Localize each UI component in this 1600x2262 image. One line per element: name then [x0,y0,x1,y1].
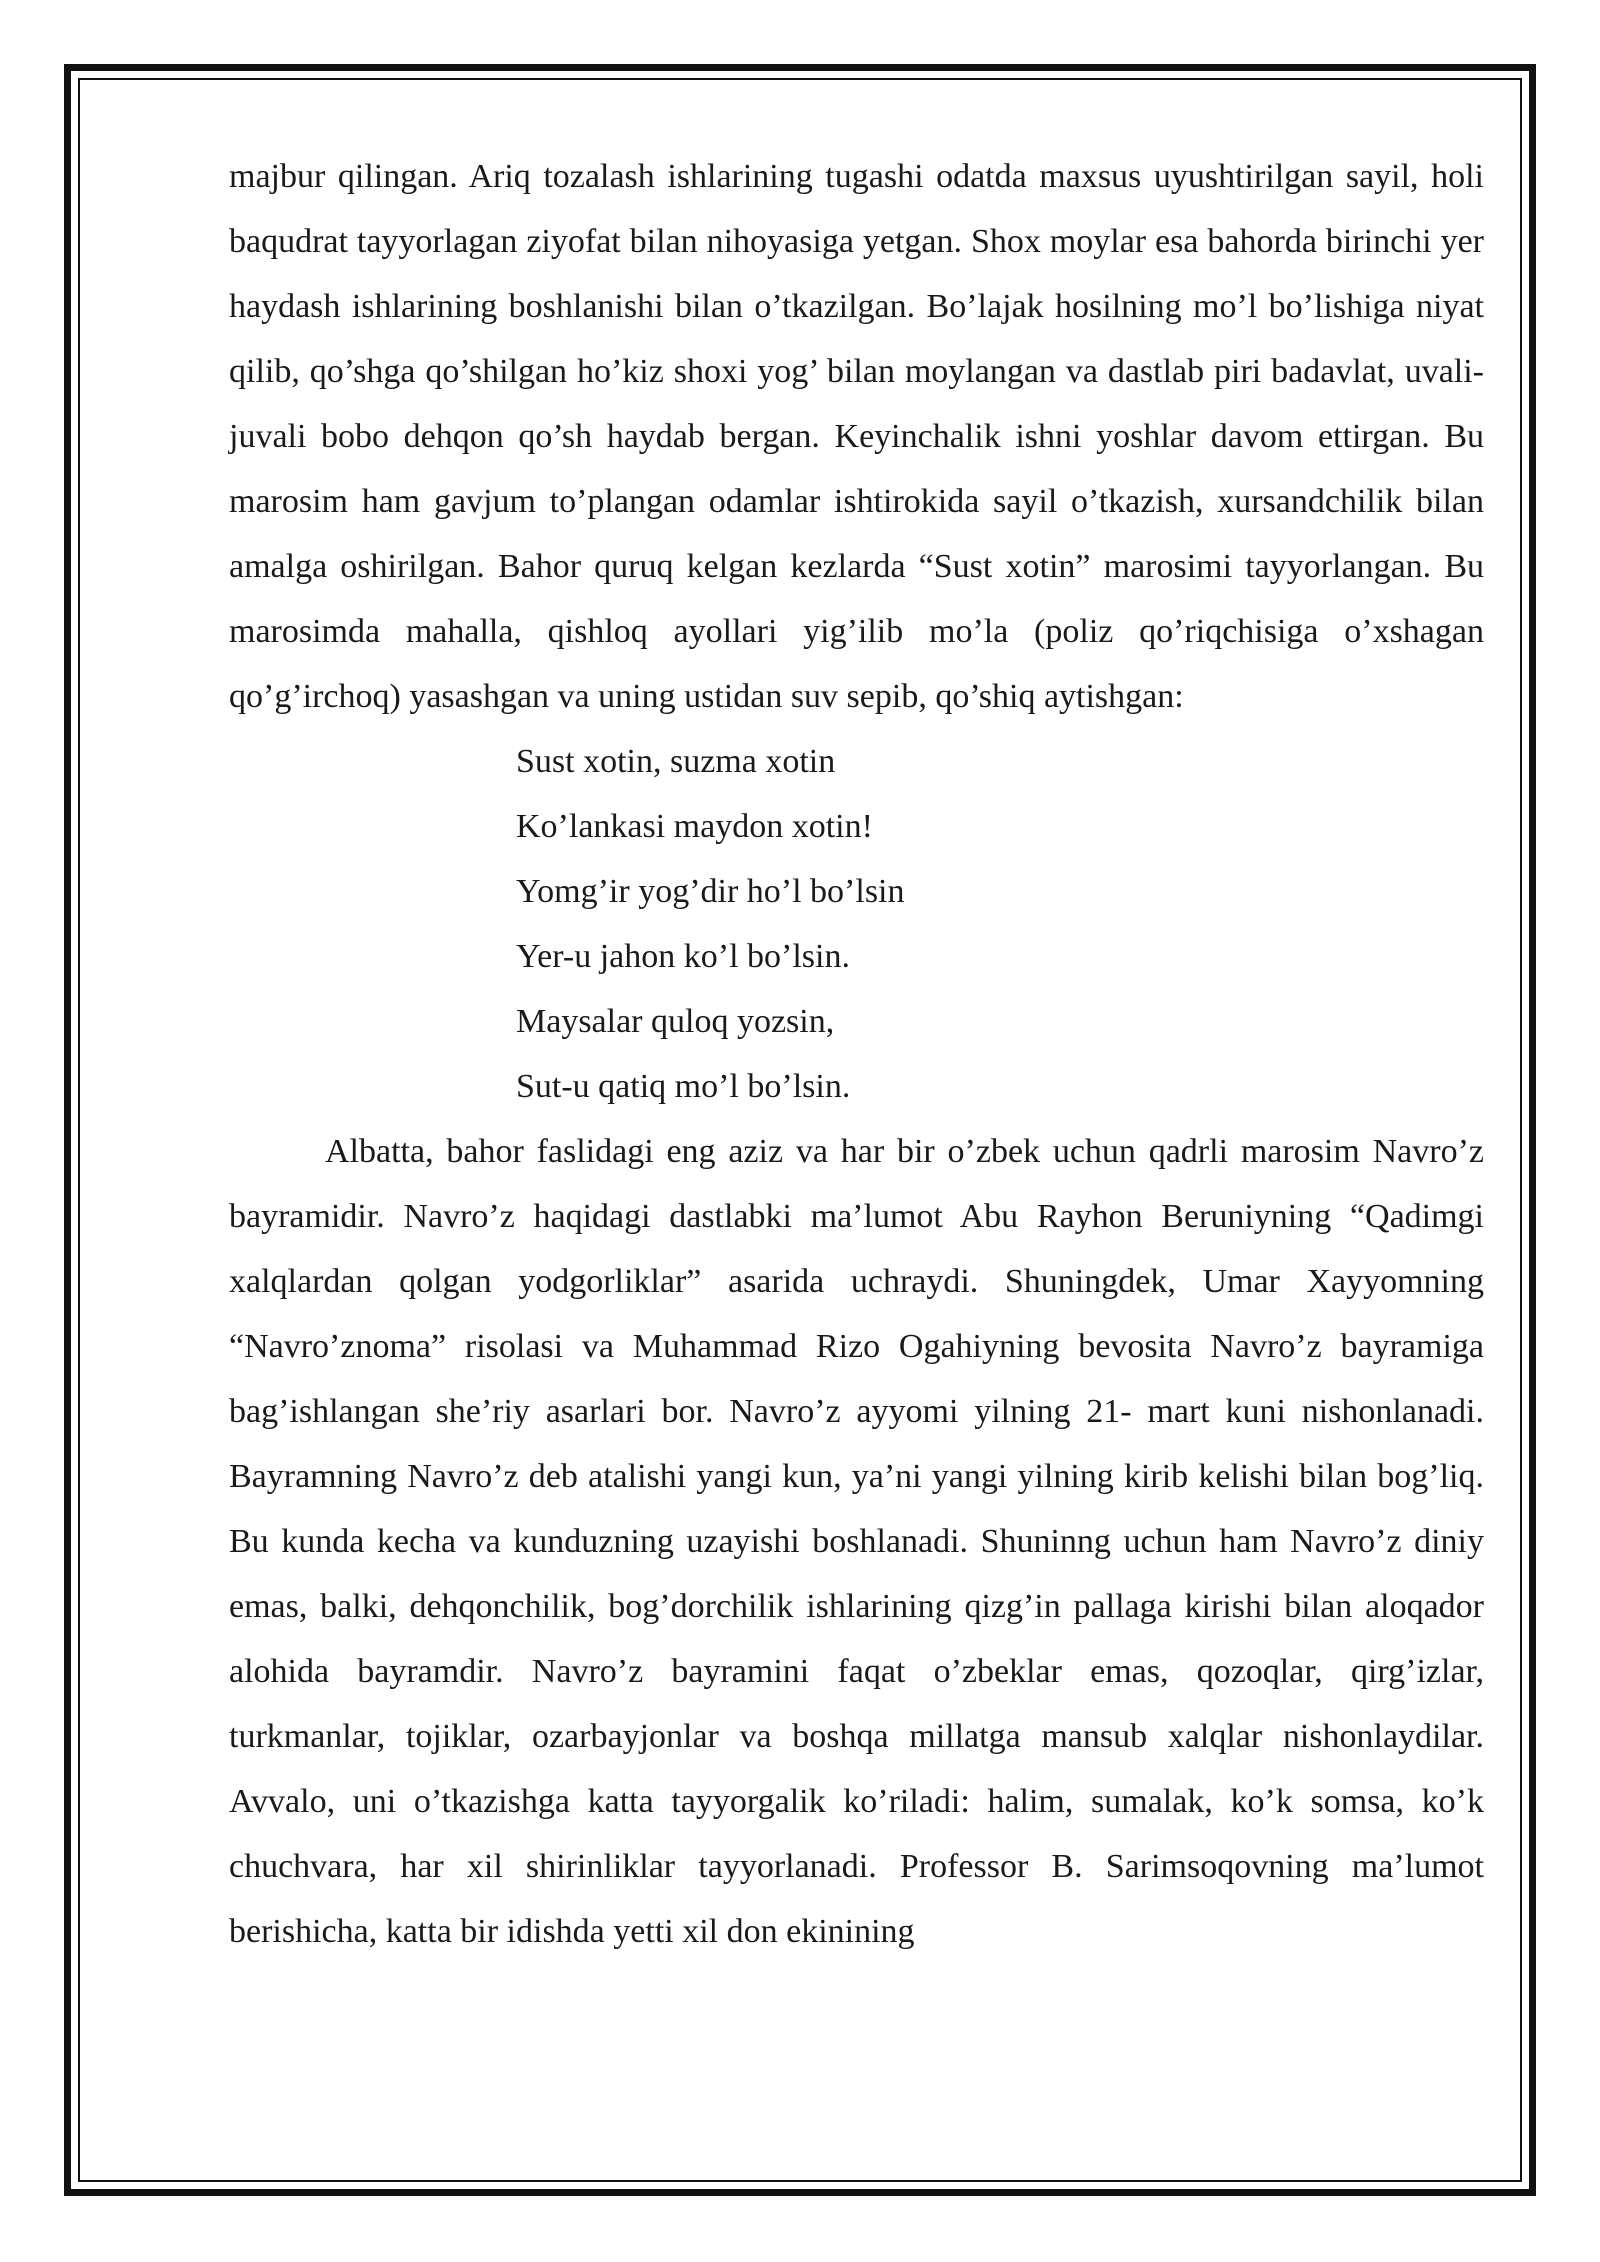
paragraph-continued: majbur qilingan. Ariq tozalash ishlarining tugashi odatda maxsus uyushtirilgan sayil, holi baqudrat tayyorlagan ziyofat bilan nihoyasiga yetgan. Shox moylar esa bahorda birinchi yer haydash ishlarining boshlanishi bilan o’tkazilgan. Bo’lajak hosilning mo’l bo’lishiga niyat qilib, qo’shga qo’shilgan ho’kiz shoxi yog’ bilan moylangan va dastlab piri badavlat, uvali- juvali bobo dehqon qo’sh haydab bergan. Keyinchalik ishni yoshlar davom ettirgan. Bu marosim ham gavjum to’plangan odamlar ishtirokida sayil o’tkazish, xursandchilik bilan amalga oshirilgan. Bahor quruq kelgan kezlarda “Sust xotin” marosimi tayyorlangan. Bu marosimda mahalla, qishloq ayollari yig’ilib mo’la (poliz qo’riqchisiga o’xshagan qo’g’irchoq) yasashgan va uning ustidan suv sepib, qo’shiq aytishgan: [229,158,1484,715]
poem-line: Maysalar quloq yozsin, [516,1003,835,1040]
poem-verse [229,729,1484,1119]
poem-line: Sust xotin, suzma xotin [516,743,836,780]
poem-line: Yer-u jahon ko’l bo’lsin. [516,938,850,975]
poem-line: Sut-u qatiq mo’l bo’lsin. [516,1068,851,1105]
poem-line: Yomg’ir yog’dir ho’l bo’lsin [516,873,905,910]
paragraph-navroz: Albatta, bahor faslidagi eng aziz va har bir o’zbek uchun qadrli marosim Navro’z bayramidir. Navro’z haqidagi dastlabki ma’lumot Abu Rayhon Beruniyning “Qadimgi xalqlardan qolgan yodgorliklar” asarida uchraydi. Shuningdek, Umar Xayyomning “Navro’znoma” risolasi va Muhammad Rizo Ogahiyning bevosita Navro’z bayramiga bag’ishlangan she’riy asarlari bor. Navro’z ayyomi yilning 21- mart kuni nishonlanadi. Bayramning Navro’z deb atalishi yangi kun, ya’ni yangi yilning kirib kelishi bilan bog’liq. Bu kunda kecha va kunduzning uzayishi boshlanadi. Shuninng uchun ham Navro’z diniy emas, balki, dehqonchilik, bog’dorchilik ishlarining qizg’in pallaga kirishi bilan aloqador alohida bayramdir. Navro’z bayramini faqat o’zbeklar emas, qozoqlar, qirg’izlar, turkmanlar, tojiklar, ozarbayjonlar va boshqa millatga mansub xalqlar nishonlaydilar. Avvalo, uni o’tkazishga katta tayyorgalik ko’riladi: halim, sumalak, ko’k somsa, ko’k chuchvara, har xil shirinliklar tayyorlanadi. Professor B. Sarimsoqovning ma’lumot berishicha, katta bir idishda yetti xil don ekinining [229,1133,1484,1950]
page-content [229,144,1484,1964]
poem-line: Ko’lankasi maydon xotin! [516,808,873,845]
